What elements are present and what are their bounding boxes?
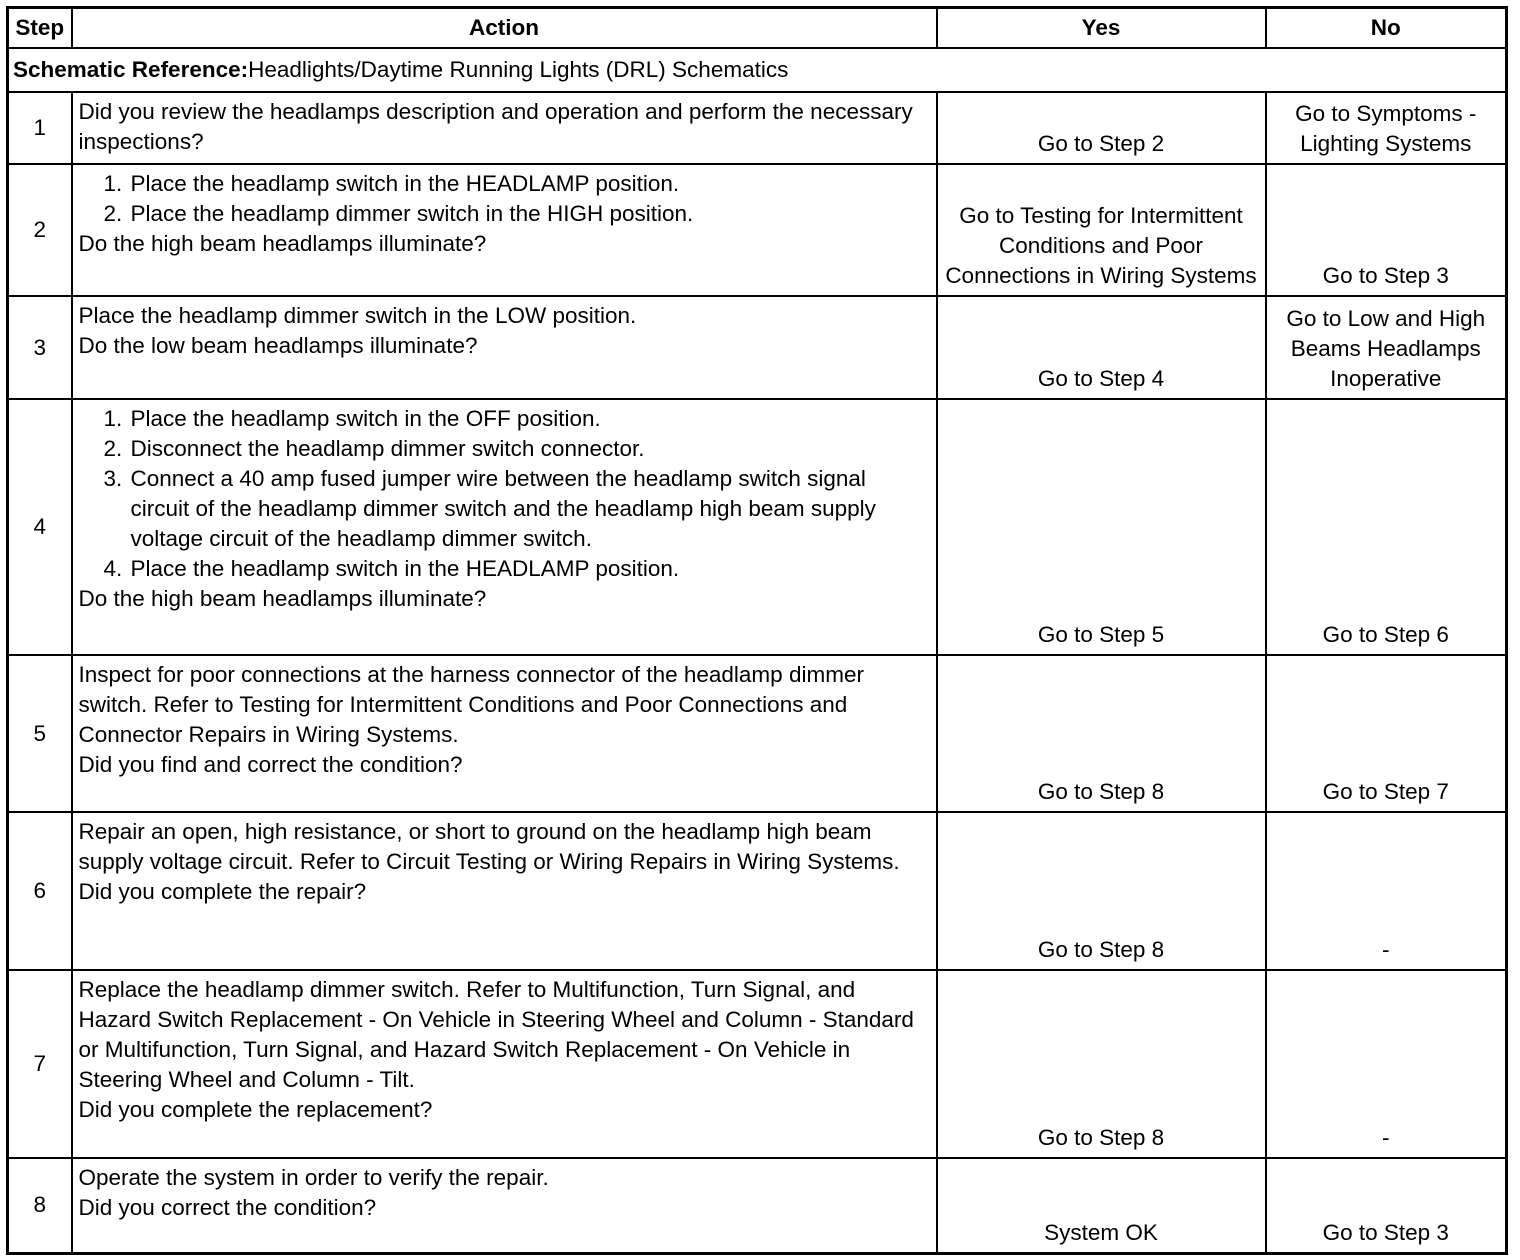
schematic-reference [8, 48, 1507, 92]
step-number: 5 [8, 655, 72, 812]
action-cell [72, 812, 937, 970]
action-question: Did you complete the repair? [78, 879, 367, 904]
step-number: 4 [8, 399, 72, 655]
no-cell: Go to Symptoms - Lighting Systems [1266, 92, 1507, 164]
action-cell [72, 92, 937, 164]
header-step: Step [8, 8, 72, 49]
table-row [8, 1158, 1507, 1253]
header-yes: Yes [937, 8, 1266, 49]
list-item: 3. Connect a 40 amp fused jumper wire between the headlamp switch signal circuit of the headlamp dimmer switch and the headlamp high beam supply voltage circuit of the headlamp dimmer switch. [129, 464, 930, 554]
step-number: 7 [8, 970, 72, 1158]
action-cell [72, 296, 937, 399]
yes-cell: Go to Step 8 [937, 655, 1266, 812]
action-cell [72, 1158, 937, 1253]
schematic-label: Schematic Reference: [13, 57, 249, 82]
table-row [8, 655, 1507, 812]
table-row [8, 812, 1507, 970]
schematic-value: Headlights/Daytime Running Lights (DRL) Schematics [248, 57, 789, 82]
list-item: 4. Place the headlamp switch in the HEADLAMP position. [129, 554, 930, 584]
no-cell: Go to Step 6 [1266, 399, 1507, 655]
action-text: Place the headlamp dimmer switch in the LOW position. [78, 303, 637, 328]
no-cell: Go to Step 7 [1266, 655, 1507, 812]
yes-cell: Go to Testing for Intermittent Conditions and Poor Connections in Wiring Systems [937, 164, 1266, 296]
action-question: Do the low beam headlamps illuminate? [78, 333, 478, 358]
action-list [79, 169, 930, 229]
no-cell: Go to Low and High Beams Headlamps Inoperative [1266, 296, 1507, 399]
diagnostic-table [6, 6, 1508, 1255]
action-question: Did you correct the condition? [78, 1195, 377, 1220]
header-row [8, 8, 1507, 49]
step-number: 3 [8, 296, 72, 399]
action-text: Inspect for poor connections at the harness connector of the headlamp dimmer switch. Refer to Testing for Intermittent Conditions and Poor Connections and Connector Repairs in Wiring Systems. [78, 662, 864, 747]
no-cell: - [1266, 812, 1507, 970]
action-cell [72, 655, 937, 812]
action-cell [72, 970, 937, 1158]
list-item: 1. Place the headlamp switch in the HEADLAMP position. [129, 169, 930, 199]
yes-cell: Go to Step 2 [937, 92, 1266, 164]
table-row [8, 296, 1507, 399]
action-cell [72, 399, 937, 655]
action-question: Do the high beam headlamps illuminate? [78, 231, 487, 256]
step-number: 1 [8, 92, 72, 164]
step-number: 8 [8, 1158, 72, 1253]
header-action: Action [72, 8, 937, 49]
yes-cell: System OK [937, 1158, 1266, 1253]
action-question: Do the high beam headlamps illuminate? [78, 586, 487, 611]
table-row [8, 164, 1507, 296]
yes-cell: Go to Step 8 [937, 970, 1266, 1158]
action-text: Replace the headlamp dimmer switch. Refer to Multifunction, Turn Signal, and Hazard Switch Replacement - On Vehicle in Steering Wheel and Column - Standard or Multifunction, Turn Signal, and Hazard Switch Replacement - On Vehicle in Steering Wheel and Column - Tilt. [78, 977, 914, 1092]
list-item: 2. Disconnect the headlamp dimmer switch connector. [129, 434, 930, 464]
action-question: Did you complete the replacement? [78, 1097, 433, 1122]
table-row [8, 399, 1507, 655]
step-number: 2 [8, 164, 72, 296]
action-text: Operate the system in order to verify the repair. [78, 1165, 549, 1190]
list-item: 1. Place the headlamp switch in the OFF position. [129, 404, 930, 434]
list-item: 2. Place the headlamp dimmer switch in the HIGH position. [129, 199, 930, 229]
step-number: 6 [8, 812, 72, 970]
header-no: No [1266, 8, 1507, 49]
table-row [8, 92, 1507, 164]
no-cell: - [1266, 970, 1507, 1158]
action-text: Repair an open, high resistance, or short to ground on the headlamp high beam supply voltage circuit. Refer to Circuit Testing or Wiring Repairs in Wiring Systems. [78, 819, 900, 874]
action-text: Did you review the headlamps description and operation and perform the necessary inspections? [78, 99, 913, 154]
no-cell: Go to Step 3 [1266, 164, 1507, 296]
action-question: Did you find and correct the condition? [78, 752, 463, 777]
action-cell [72, 164, 937, 296]
schematic-row [8, 48, 1507, 92]
action-list [79, 404, 930, 584]
no-cell: Go to Step 3 [1266, 1158, 1507, 1253]
yes-cell: Go to Step 8 [937, 812, 1266, 970]
yes-cell: Go to Step 5 [937, 399, 1266, 655]
table-row [8, 970, 1507, 1158]
yes-cell: Go to Step 4 [937, 296, 1266, 399]
